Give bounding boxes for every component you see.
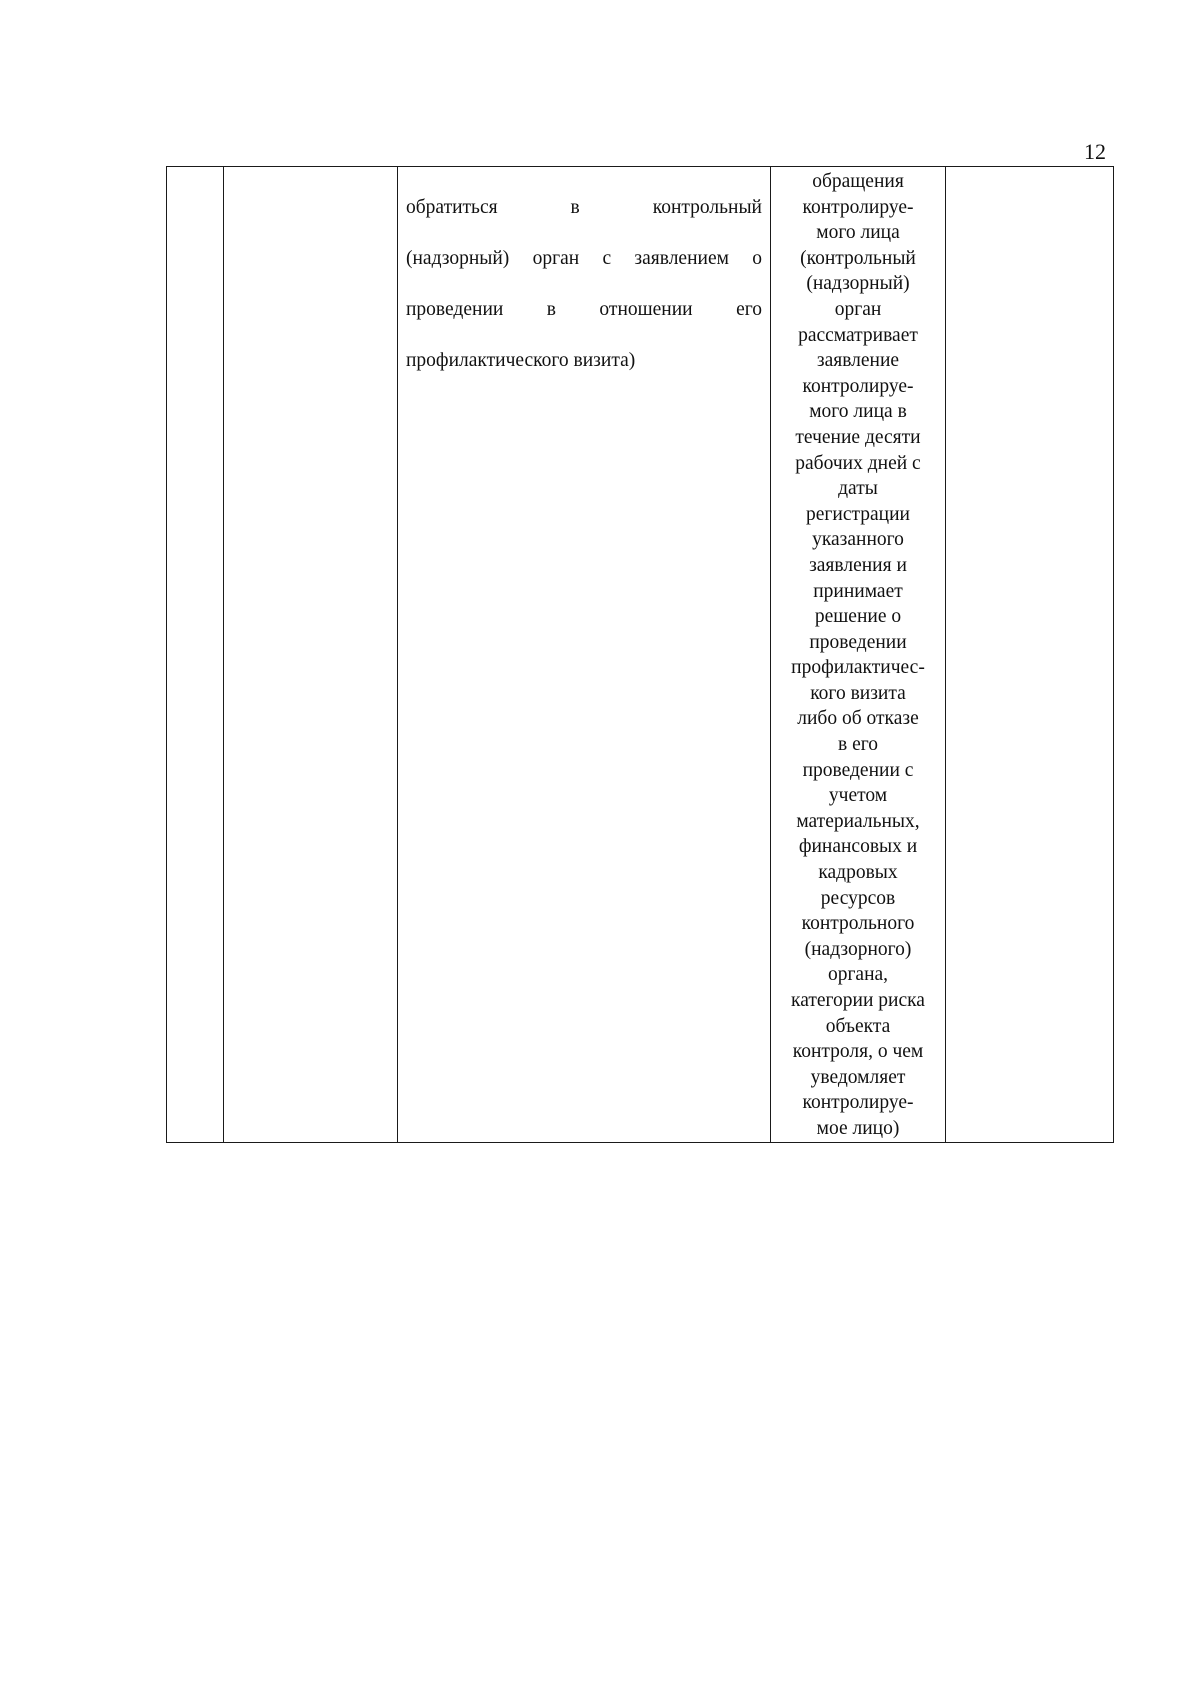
table-cell-4 bbox=[771, 167, 946, 1143]
text-line: финансовых и bbox=[798, 836, 918, 858]
text-line: (надзорного) bbox=[804, 938, 912, 960]
text-line: органа, bbox=[827, 964, 889, 986]
text-line: контролируе- bbox=[802, 1092, 914, 1114]
text-line: мое лицо) bbox=[816, 1117, 900, 1139]
text-line: контролируе- bbox=[802, 196, 914, 218]
text-line: мого лица bbox=[816, 222, 900, 244]
text-line: орган bbox=[834, 298, 882, 320]
text-line: ресурсов bbox=[820, 887, 896, 909]
text-line: заявление bbox=[816, 350, 900, 372]
text-line: проведении bbox=[809, 631, 907, 653]
cell-4-text bbox=[771, 167, 945, 1142]
text-line: (контрольный bbox=[800, 247, 916, 269]
text-line: обратиться в контрольный bbox=[406, 196, 762, 218]
table-row bbox=[167, 167, 1114, 1143]
text-line: учетом bbox=[828, 785, 888, 807]
cell-3-text bbox=[398, 167, 770, 399]
text-line: (надзорный) орган с заявлением о bbox=[406, 247, 762, 269]
page-number: 12 bbox=[1084, 139, 1106, 164]
text-line: указанного bbox=[812, 529, 904, 551]
text-line: кадровых bbox=[818, 862, 898, 884]
text-line: в его bbox=[838, 734, 878, 756]
text-line: заявления и bbox=[809, 554, 907, 576]
text-line: мого лица в bbox=[809, 401, 907, 423]
table-cell-1 bbox=[167, 167, 224, 1143]
text-line: кого визита bbox=[810, 682, 906, 704]
text-line: (надзорный) bbox=[806, 273, 910, 295]
table-cell-3 bbox=[398, 167, 771, 1143]
text-line: контроля, о чем bbox=[792, 1041, 924, 1063]
text-line: объекта bbox=[825, 1015, 891, 1037]
text-line: регистрации bbox=[806, 503, 910, 525]
text-line: материальных, bbox=[796, 810, 920, 832]
text-line: даты bbox=[838, 478, 878, 500]
text-line: категории риска bbox=[791, 990, 925, 1011]
text-line: контролируе- bbox=[802, 375, 914, 397]
text-line: проведении с bbox=[802, 759, 914, 781]
text-line: рабочих дней с bbox=[795, 452, 921, 474]
text-line: принимает bbox=[813, 580, 903, 602]
text-line: либо об отказе bbox=[797, 708, 919, 730]
text-line: решение о bbox=[814, 606, 902, 628]
text-line: проведении в отношении его bbox=[406, 298, 762, 320]
document-table bbox=[166, 166, 1114, 1143]
table-cell-5 bbox=[946, 167, 1114, 1143]
text-line: профилактического визита) bbox=[406, 350, 636, 372]
text-line: обращения bbox=[812, 171, 904, 192]
text-line: профилактичес- bbox=[791, 657, 925, 679]
text-line: уведомляет bbox=[810, 1066, 906, 1088]
text-line: контрольного bbox=[801, 913, 915, 935]
table-cell-2 bbox=[224, 167, 398, 1143]
text-line: течение десяти bbox=[795, 426, 921, 448]
text-line: рассматривает bbox=[798, 324, 918, 346]
